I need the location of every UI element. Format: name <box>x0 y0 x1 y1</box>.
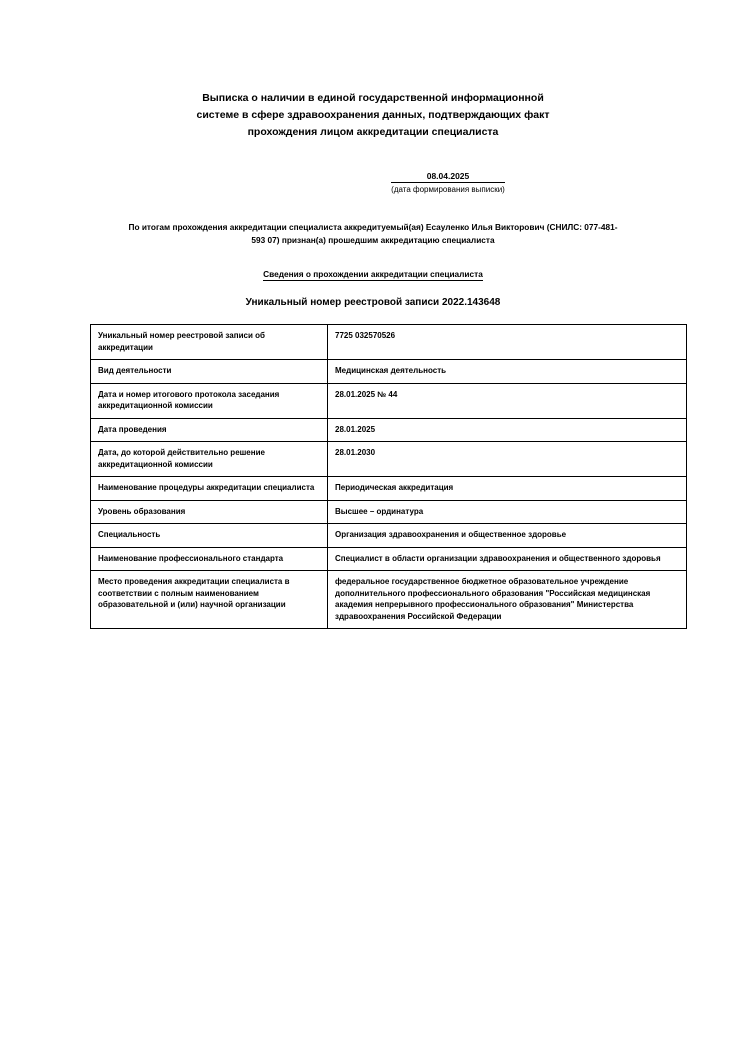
table-cell-label: Место проведения аккредитации специалиста в соответствии с полным наименованием образовательной и (или) научной организации <box>91 571 328 629</box>
table-cell-value: 28.01.2025 <box>328 418 687 442</box>
table-cell-label: Наименование профессионального стандарта <box>91 547 328 571</box>
page-title-line-3: прохождения лицом аккредитации специалиста <box>247 126 499 138</box>
table-cell-value: Медицинская деятельность <box>328 360 687 384</box>
table-cell-label: Дата проведения <box>91 418 328 442</box>
table-cell-label: Уникальный номер реестровой записи об аккредитации <box>91 325 328 360</box>
page-title-line-2: системе в сфере здравоохранения данных, подтверждающих факт <box>196 109 550 121</box>
table-cell-value: Организация здравоохранения и общественное здоровье <box>328 524 687 548</box>
table-row <box>91 325 687 360</box>
table-row <box>91 383 687 418</box>
registry-number: Уникальный номер реестровой записи 2022.143648 <box>245 297 501 308</box>
table-cell-label: Вид деятельности <box>91 360 328 384</box>
table-cell-label: Наименование процедуры аккредитации специалиста <box>91 477 328 501</box>
page-title <box>163 90 583 141</box>
statement-line-1: По итогам прохождения аккредитации специалиста аккредитуемый(ая) Есауленко Илья Викторович (СНИЛС: 077-481- <box>128 222 618 232</box>
table-cell-label: Дата, до которой действительно решение аккредитационной комиссии <box>91 442 328 477</box>
form-date-value: 08.04.2025 <box>391 171 505 183</box>
table-row <box>91 360 687 384</box>
table-cell-value: федеральное государственное бюджетное образовательное учреждение дополнительного профессионального образования "Российская медицинская академия непрерывного профессионального образования" Министерства здравоохранения Российской Федерации <box>328 571 687 629</box>
table-cell-label: Специальность <box>91 524 328 548</box>
section-heading-text: Сведения о прохождении аккредитации специалиста <box>263 269 483 279</box>
statement-line-2: 593 07) признан(а) прошедшим аккредитацию специалиста <box>251 235 495 245</box>
page-title-line-1: Выписка о наличии в единой государственной информационной <box>202 92 544 104</box>
table-row <box>91 442 687 477</box>
document-sheet <box>22 14 724 1044</box>
table-row <box>91 418 687 442</box>
table-cell-value: 7725 032570526 <box>328 325 687 360</box>
table-cell-value: Периодическая аккредитация <box>328 477 687 501</box>
table-cell-value: 28.01.2025 № 44 <box>328 383 687 418</box>
form-date-caption: (дата формирования выписки) <box>391 185 505 194</box>
form-date-block <box>90 171 656 197</box>
statement-paragraph <box>90 221 656 247</box>
table-cell-value: Высшее – ординатура <box>328 500 687 524</box>
table-cell-label: Дата и номер итогового протокола заседания аккредитационной комиссии <box>91 383 328 418</box>
table-row <box>91 524 687 548</box>
document-content <box>90 90 661 629</box>
table-row <box>91 477 687 501</box>
section-heading <box>90 269 656 279</box>
table-row <box>91 571 687 629</box>
table-cell-value: Специалист в области организации здравоохранения и общественного здоровья <box>328 547 687 571</box>
form-date-inner <box>391 171 505 194</box>
accreditation-table <box>90 324 687 629</box>
table-row <box>91 547 687 571</box>
table-cell-value: 28.01.2030 <box>328 442 687 477</box>
table-cell-label: Уровень образования <box>91 500 328 524</box>
table-row <box>91 500 687 524</box>
